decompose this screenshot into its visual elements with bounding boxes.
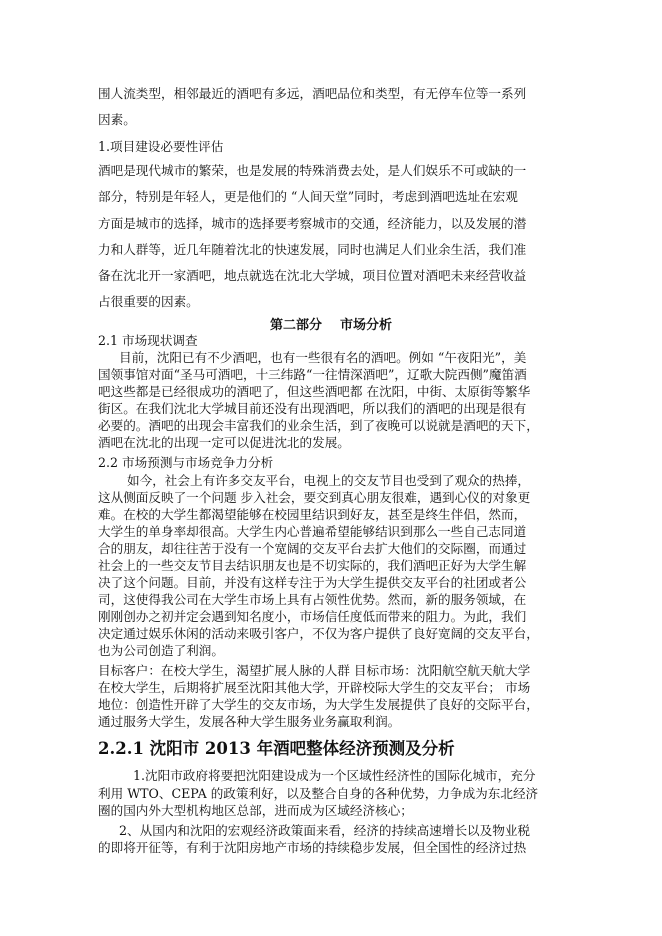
necessity-line-3: 方面是城市的选择，城市的选择要考察城市的交通，经济能力，以及发展的潜 — [98, 216, 527, 231]
forecast-line-6: 社会上的一些交友节目去结识朋友也是不切实际的，我们酒吧正好为大学生解 — [98, 558, 527, 573]
necessity-line-4: 力和人群等，近几年随着沈北的快速发展，同时也满足人们业余生活，我们准 — [98, 242, 527, 257]
economy-line-2: 利用 WTO、CEPA 的政策利好，以及整合自身的各种优势，力争成为东北经济 — [98, 786, 539, 801]
forecast-line-1: 如今，社会上有许多交友平台，电视上的交友节目也受到了观众的热捧， — [127, 473, 530, 488]
economy-line-3: 圈的国内外大型机构地区总部，进而成为区域经济核心； — [98, 803, 413, 818]
market-status-line-3: 吧这些都是已经很成功的酒吧了，但这些酒吧都 在沈阳，中街、太原街等繁华 — [98, 384, 531, 399]
economy-line-1: 1.沈阳市政府将要把沈阳建设成为一个区域性经济性的国际化城市，充分 — [133, 768, 536, 783]
forecast-line-3: 难。在校的大学生都渴望能够在校园里结识到好友，甚至是终生伴侣，然而， — [98, 507, 527, 522]
market-status-heading: 2.1 市场现状调查 — [98, 333, 198, 348]
forecast-line-8: 司，这使得我公司在大学生市场上具有占领性优势。然而，新的服务领域，在 — [98, 592, 527, 607]
necessity-heading: 1.项目建设必要性评估 — [98, 139, 224, 154]
forecast-line-10: 决定通过娱乐休闲的活动来吸引客户，不仅为客户提供了良好宽阔的交友平台， — [98, 626, 539, 641]
target-line-2: 在校大学生，后期将扩展至沈阳其他大学，开辟校际大学生的交友平台； 市场 — [98, 680, 531, 695]
forecast-line-9: 刚刚创办之初并定会遇到知名度小，市场信任度低而带来的阻力。为此，我们 — [98, 609, 527, 624]
necessity-line-5: 备在沈北开一家酒吧，地点就选在沈北大学城，项目位置对酒吧未来经营收益 — [98, 268, 527, 283]
market-status-line-1: 目前，沈阳已有不少酒吧，也有一些很有名的酒吧。例如 “午夜阳光”，美 — [119, 350, 527, 365]
market-status-line-6: 酒吧在沈北的出现一定可以促进沈北的发展。 — [98, 435, 350, 450]
part-two-title: 第二部分 市场分析 — [269, 318, 393, 333]
economy-line-5: 的即将开征等，有利于沈阳房地产市场的持续稳步发展，但全国性的经济过热 — [98, 840, 527, 855]
necessity-line-6: 占很重要的因素。 — [98, 294, 199, 309]
target-line-1: 目标客户：在校大学生，渴望扩展人脉的人群 目标市场：沈阳航空航天航大学 — [98, 663, 531, 678]
market-status-line-4: 街区。在我们沈北大学城目前还没有出现酒吧，所以我们的酒吧的出现是很有 — [98, 401, 527, 416]
intro-line-1: 围人流类型，相邻最近的酒吧有多远，酒吧品位和类型，有无停车位等一系列 — [98, 86, 527, 101]
target-line-3: 地位：创造性开辟了大学生的交友市场，为大学生发展提供了良好的交际平台， — [98, 697, 539, 712]
necessity-line-2: 部分，特别是年轻人，更是他们的 “人间天堂”同时，考虑到酒吧选址在宏观 — [98, 189, 518, 204]
forecast-line-11: 也为公司创造了利润。 — [98, 643, 224, 658]
target-line-4: 通过服务大学生，发展各种大学生服务业务赢取利润。 — [98, 714, 401, 729]
economy-heading: 2.2.1 沈阳市 2013 年酒吧整体经济预测及分析 — [98, 739, 455, 758]
forecast-line-2: 这从侧面反映了一个问题 步入社会，要交到真心朋友很难，遇到心仪的对象更 — [98, 490, 531, 505]
forecast-line-4: 大学生的单身率却很高。大学生内心普遍希望能够结识到那么一些自己志同道 — [98, 524, 527, 539]
forecast-heading: 2.2 市场预测与市场竞争力分析 — [98, 455, 274, 470]
necessity-line-1: 酒吧是现代城市的繁荣，也是发展的特殊消费去处，是人们娱乐不可或缺的一 — [98, 163, 527, 178]
market-status-line-5: 必要的。酒吧的出现会丰富我们的业余生活，到了夜晚可以说就是酒吧的天下， — [98, 418, 539, 433]
intro-line-2: 因素。 — [98, 112, 136, 127]
forecast-line-7: 决了这个问题。目前，并没有这样专注于为大学生提供交友平台的社团或者公 — [98, 575, 527, 590]
economy-line-4: 2、从国内和沈阳的宏观经济政策面来看，经济的持续高速增长以及物业税 — [119, 823, 531, 838]
forecast-line-5: 合的朋友，却往往苦于没有一个宽阔的交友平台去扩大他们的交际圈，而通过 — [98, 541, 527, 556]
market-status-line-2: 国领事馆对面“圣马可酒吧，十三纬路“一往情深酒吧”，辽歌大院西侧”魔笛酒 — [98, 367, 527, 382]
